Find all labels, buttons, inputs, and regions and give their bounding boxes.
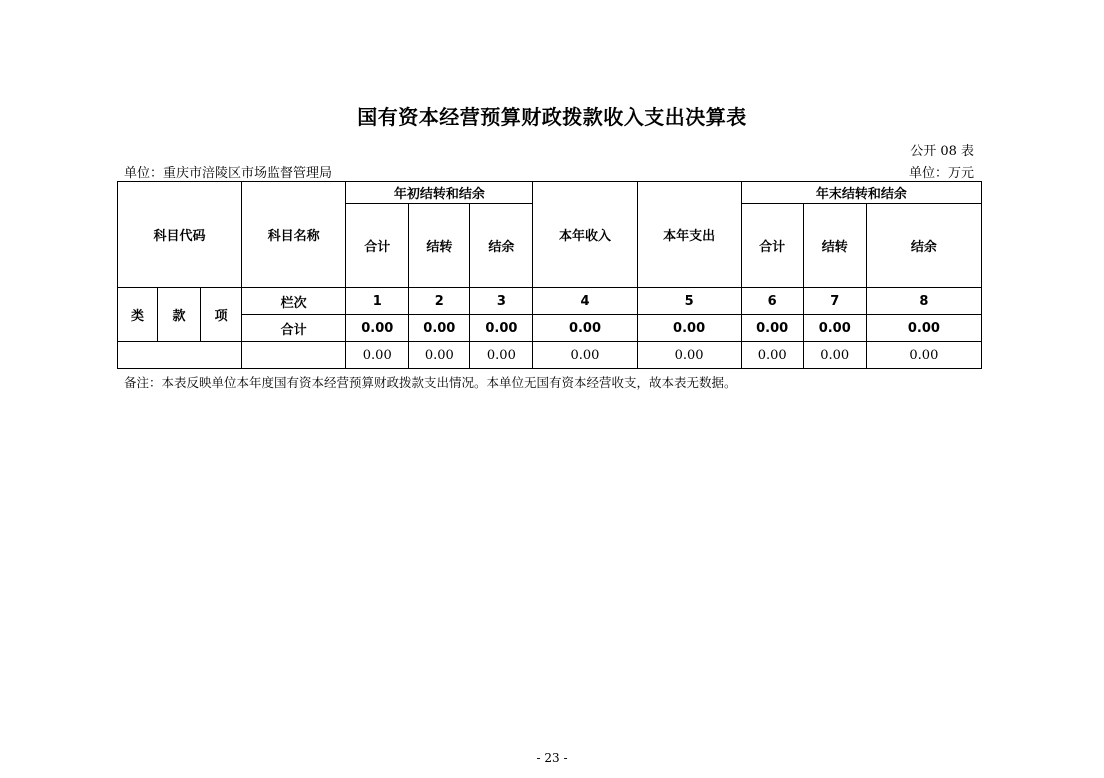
total-cell: 0.00 [803, 315, 866, 342]
total-cell: 0.00 [470, 315, 533, 342]
data-row-name-cell [242, 342, 346, 369]
column-number: 4 [533, 288, 637, 315]
class-header: 类 [118, 288, 158, 342]
budget-table [117, 181, 982, 369]
total-cell: 0.00 [533, 315, 637, 342]
current-income-header: 本年收入 [533, 182, 637, 288]
column-index-label: 栏次 [242, 288, 346, 315]
column-number: 2 [409, 288, 470, 315]
begin-total-header: 合计 [346, 204, 409, 288]
data-cell: 0.00 [409, 342, 470, 369]
column-number: 6 [741, 288, 803, 315]
data-cell: 0.00 [803, 342, 866, 369]
total-cell: 0.00 [346, 315, 409, 342]
total-cell: 0.00 [866, 315, 981, 342]
total-cell: 0.00 [741, 315, 803, 342]
end-total-header: 合计 [741, 204, 803, 288]
begin-surplus-header: 结余 [470, 204, 533, 288]
column-number: 1 [346, 288, 409, 315]
column-index-row [118, 288, 982, 315]
subject-name-header: 科目名称 [242, 182, 346, 288]
data-cell: 0.00 [470, 342, 533, 369]
document-title: 国有资本经营预算财政拨款收入支出决算表 [357, 105, 747, 129]
form-number: 公开 08 表 [910, 144, 974, 159]
data-cell: 0.00 [346, 342, 409, 369]
data-cell: 0.00 [533, 342, 637, 369]
total-row-label: 合计 [242, 315, 346, 342]
current-expense-header: 本年支出 [637, 182, 741, 288]
beginning-balance-header: 年初结转和结余 [346, 182, 533, 204]
end-carryover-header: 结转 [803, 204, 866, 288]
page-number: - 23 - [536, 751, 568, 765]
subject-code-header: 科目代码 [118, 182, 242, 288]
column-number: 8 [866, 288, 981, 315]
column-number: 7 [803, 288, 866, 315]
data-row [118, 342, 982, 369]
data-cell: 0.00 [741, 342, 803, 369]
total-row [118, 315, 982, 342]
section-header: 款 [158, 288, 201, 342]
ending-balance-header: 年末结转和结余 [741, 182, 981, 204]
currency-unit: 单位：万元 [908, 166, 974, 181]
data-cell: 0.00 [637, 342, 741, 369]
end-surplus-header: 结余 [866, 204, 981, 288]
column-number: 3 [470, 288, 533, 315]
column-number: 5 [637, 288, 741, 315]
reporting-unit: 单位：重庆市涪陵区市场监督管理局 [124, 166, 333, 181]
header-row-1 [118, 182, 982, 204]
total-cell: 0.00 [637, 315, 741, 342]
data-cell: 0.00 [866, 342, 981, 369]
begin-carryover-header: 结转 [409, 204, 470, 288]
table-note: 备注：本表反映单位本年度国有资本经营预算财政拨款支出情况。本单位无国有资本经营收支，故本表无数据。 [124, 375, 737, 390]
data-row-code-cell [118, 342, 242, 369]
total-cell: 0.00 [409, 315, 470, 342]
item-header: 项 [201, 288, 242, 342]
